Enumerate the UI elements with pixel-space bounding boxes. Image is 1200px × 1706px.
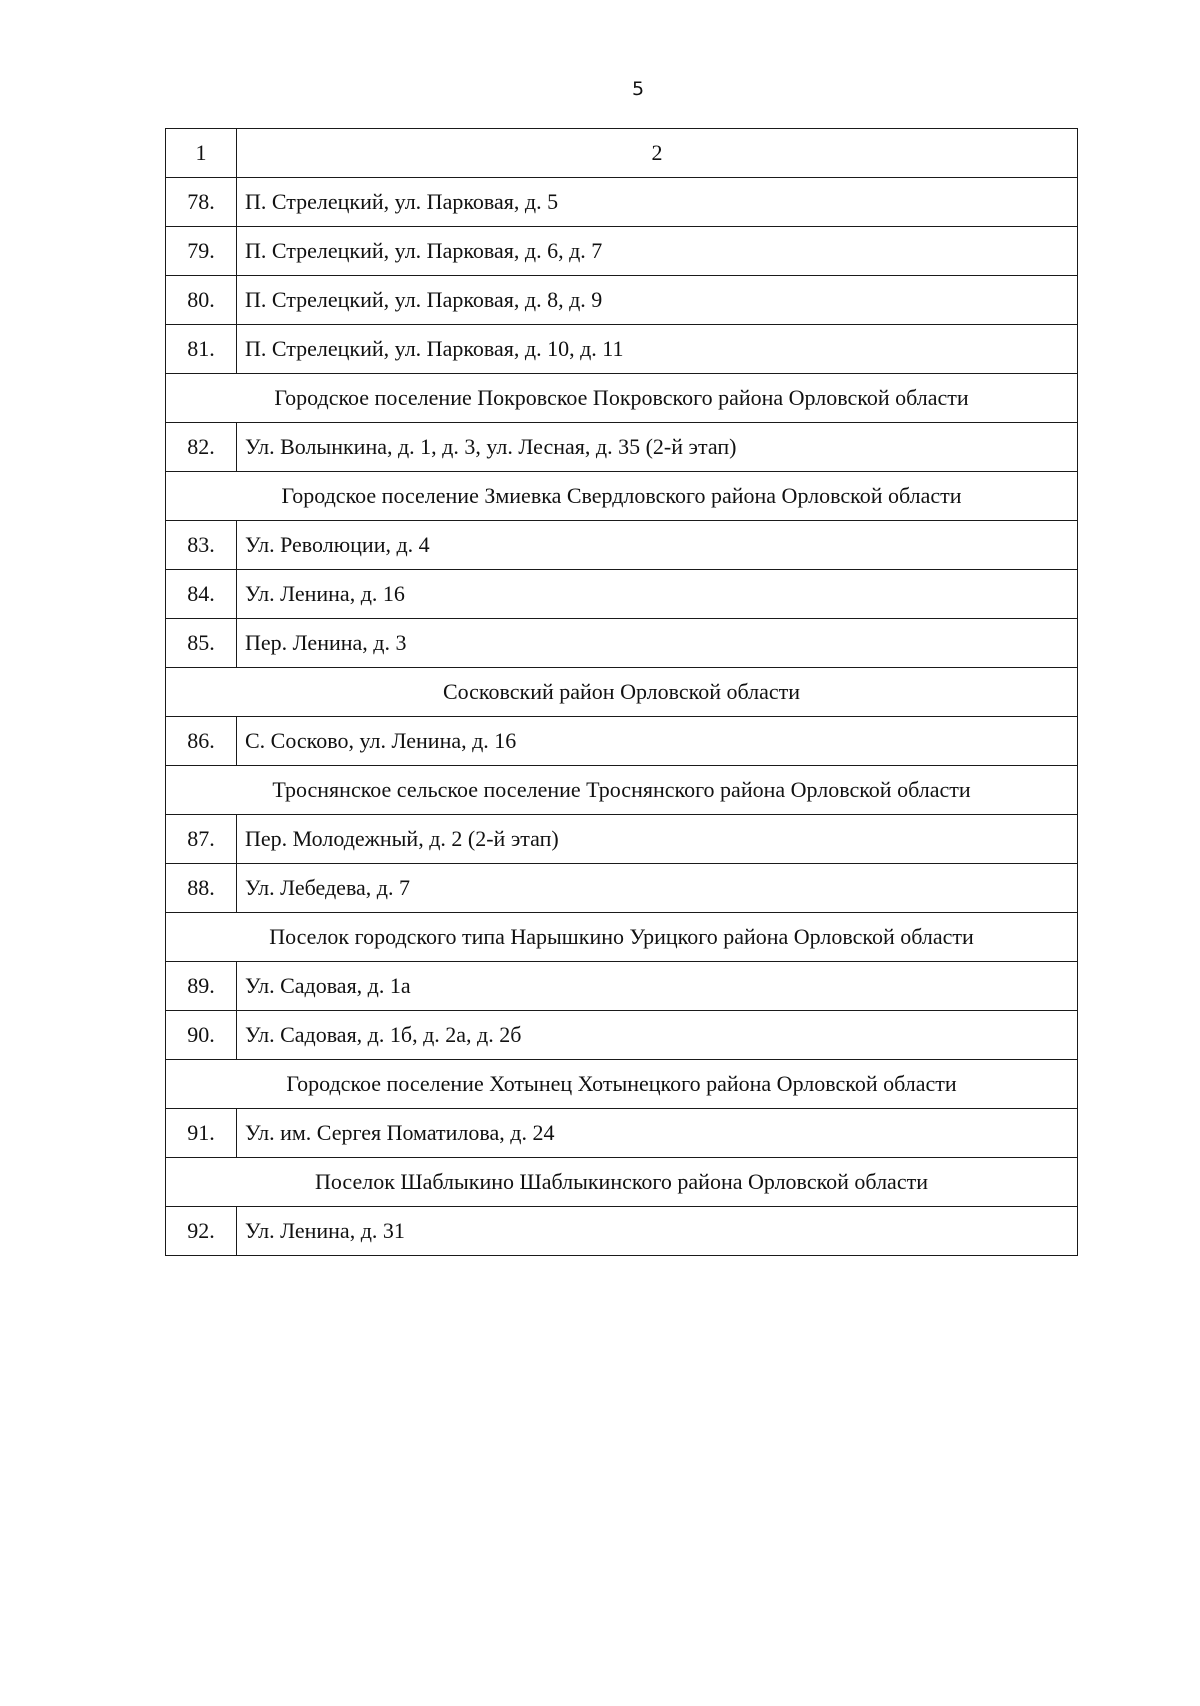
section-title: Троснянское сельское поселение Троснянского района Орловской области [166, 766, 1078, 815]
table-row [166, 423, 1078, 472]
section-title: Поселок городского типа Нарышкино Урицкого района Орловской области [166, 913, 1078, 962]
row-address: Ул. Волынкина, д. 1, д. 3, ул. Лесная, д. 35 (2-й этап) [237, 423, 1078, 472]
row-number: 79. [166, 227, 237, 276]
row-number: 85. [166, 619, 237, 668]
section-header-row [166, 1060, 1078, 1109]
row-number: 91. [166, 1109, 237, 1158]
table-row [166, 325, 1078, 374]
row-number: 86. [166, 717, 237, 766]
row-number: 80. [166, 276, 237, 325]
section-title: Поселок Шаблыкино Шаблыкинского района Орловской области [166, 1158, 1078, 1207]
row-address: Ул. Ленина, д. 31 [237, 1207, 1078, 1256]
row-number: 87. [166, 815, 237, 864]
table-row [166, 717, 1078, 766]
row-number: 84. [166, 570, 237, 619]
row-address: П. Стрелецкий, ул. Парковая, д. 6, д. 7 [237, 227, 1078, 276]
row-number: 78. [166, 178, 237, 227]
section-title: Сосковский район Орловской области [166, 668, 1078, 717]
row-number: 89. [166, 962, 237, 1011]
row-number: 82. [166, 423, 237, 472]
section-header-row [166, 766, 1078, 815]
table-row [166, 570, 1078, 619]
table-row [166, 619, 1078, 668]
row-number: 83. [166, 521, 237, 570]
header-cell-number: 1 [166, 129, 237, 178]
table-header-row [166, 129, 1078, 178]
row-number: 90. [166, 1011, 237, 1060]
section-header-row [166, 472, 1078, 521]
row-address: П. Стрелецкий, ул. Парковая, д. 5 [237, 178, 1078, 227]
row-number: 81. [166, 325, 237, 374]
section-title: Городское поселение Змиевка Свердловского района Орловской области [166, 472, 1078, 521]
section-header-row [166, 1158, 1078, 1207]
row-address: Ул. Лебедева, д. 7 [237, 864, 1078, 913]
table-row [166, 962, 1078, 1011]
addresses-table [165, 128, 1078, 1256]
header-cell-address: 2 [237, 129, 1078, 178]
row-address: Ул. им. Сергея Поматилова, д. 24 [237, 1109, 1078, 1158]
row-address: Ул. Садовая, д. 1а [237, 962, 1078, 1011]
table-row [166, 276, 1078, 325]
section-header-row [166, 374, 1078, 423]
section-title: Городское поселение Хотынец Хотынецкого района Орловской области [166, 1060, 1078, 1109]
table-row [166, 1109, 1078, 1158]
row-address: Пер. Ленина, д. 3 [237, 619, 1078, 668]
row-address: Пер. Молодежный, д. 2 (2-й этап) [237, 815, 1078, 864]
section-header-row [166, 913, 1078, 962]
section-header-row [166, 668, 1078, 717]
table-body [166, 129, 1078, 1256]
row-address: С. Сосково, ул. Ленина, д. 16 [237, 717, 1078, 766]
table-row [166, 1011, 1078, 1060]
row-address: Ул. Ленина, д. 16 [237, 570, 1078, 619]
table-row [166, 178, 1078, 227]
table-row [166, 815, 1078, 864]
table-row [166, 864, 1078, 913]
row-address: П. Стрелецкий, ул. Парковая, д. 10, д. 11 [237, 325, 1078, 374]
page-number: 5 [631, 78, 645, 100]
row-number: 92. [166, 1207, 237, 1256]
row-address: Ул. Революции, д. 4 [237, 521, 1078, 570]
row-address: П. Стрелецкий, ул. Парковая, д. 8, д. 9 [237, 276, 1078, 325]
section-title: Городское поселение Покровское Покровского района Орловской области [166, 374, 1078, 423]
row-number: 88. [166, 864, 237, 913]
table-row [166, 227, 1078, 276]
table-row [166, 521, 1078, 570]
row-address: Ул. Садовая, д. 1б, д. 2а, д. 2б [237, 1011, 1078, 1060]
table-row [166, 1207, 1078, 1256]
